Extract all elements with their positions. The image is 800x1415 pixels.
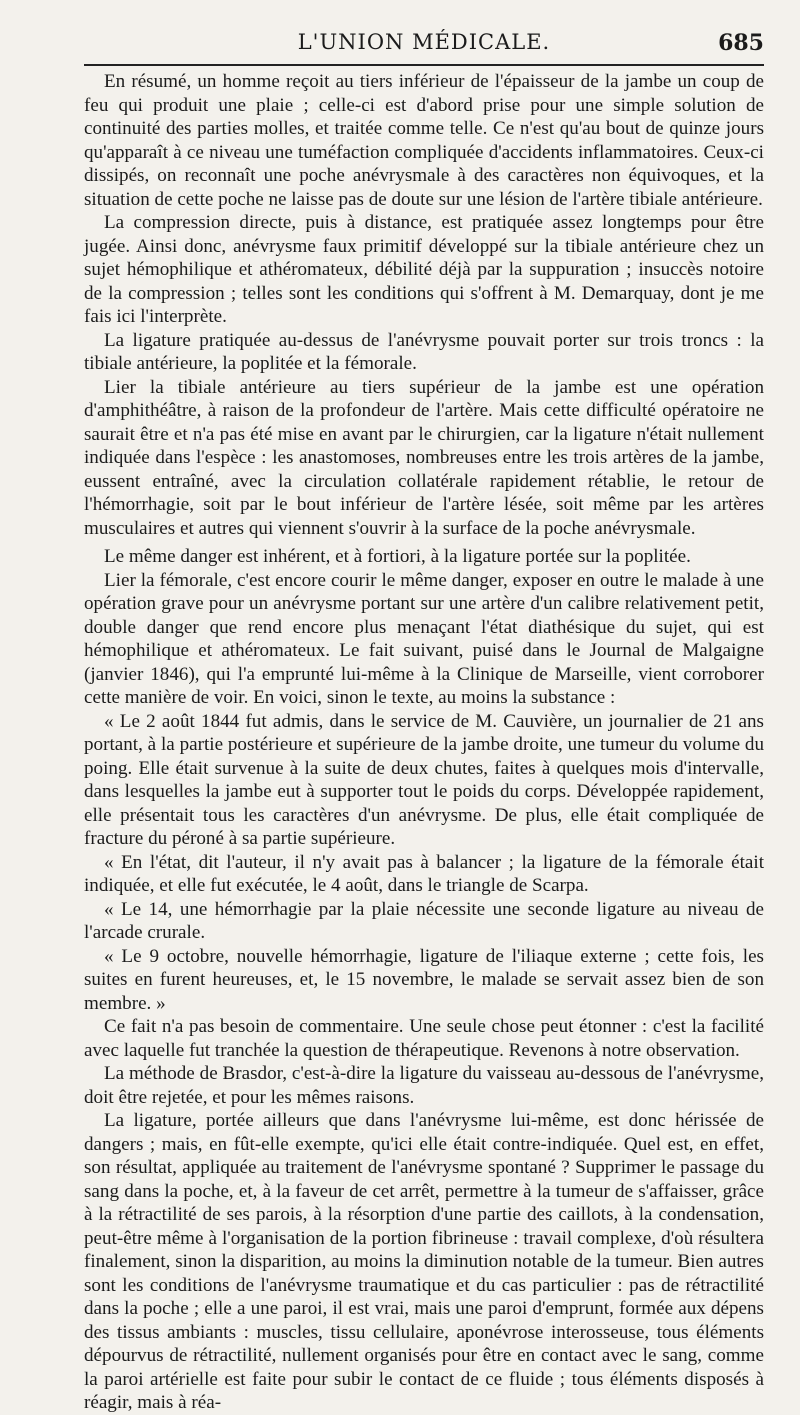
paragraph-ligature-dangers: La ligature, portée ailleurs que dans l'anévrysme lui-même, est donc hérissée de dangers ; mais, en fût-elle exempte, qu'ici elle était contre-indiquée. Quel est, en effet, son résultat, appliquée au traitement de l'anévrysme spontané ? Supprimer le passage du sang dans la poche, et, à la faveur de cet arrêt, permettre à la tumeur de s'affaisser, grâce à la rétractilité de ses parois, à la résorption d'une partie des caillots, à la condensation, peut-être même à l'organisation de la portion fibrineuse : travail complexe, d'où résultera finalement, sinon la disparition, au moins la diminution notable de la tumeur. Bien autres sont les conditions de l'anévrysme traumatique et du cas particulier : pas de rétractilité dans la poche ; elle a une paroi, il est vrai, mais une paroi d'emprunt, formée aux dépens des tissus ambiants : muscles, tissu cellulaire, aponévrose interosseuse, tous éléments dépourvus de rétractilité, nullement organisés pour être en contact avec le sang, comme la paroi artérielle est faite pour subir le contact de ce fluide ; tous éléments disposés à réagir, mais à réa-	[84, 1110, 764, 1413]
paragraph-case-outcome: « Le 9 octobre, nouvelle hémorrhagie, ligature de l'iliaque externe ; cette fois, les suites en furent heureuses, et, le 15 novembre, le malade se servait assez bien de son membre. »	[84, 945, 764, 1014]
paragraph-case-ligature: « En l'état, dit l'auteur, il n'y avait pas à balancer ; la ligature de la fémorale était indiquée, et elle fut exécutée, le 4 août, dans le triangle de Scarpa.	[84, 851, 764, 896]
paragraph-case-hemorrhage: « Le 14, une hémorrhagie par la plaie nécessite une seconde ligature au niveau de l'arcade crurale.	[84, 898, 764, 943]
paragraph-comment: Ce fait n'a pas besoin de commentaire. Une seule chose peut étonner : c'est la facilité avec laquelle fut tranchée la question de thérapeutique. Revenons à notre observation.	[84, 1016, 764, 1061]
paragraph-compression: La compression directe, puis à distance, est pratiquée assez longtemps pour être jugée. Ainsi donc, anévrysme faux primitif développé sur la tibiale antérieure chez un sujet hémophilique et athéromateux, débilité déjà par la suppuration ; insuccès notoire de la compression ; telles sont les conditions qui s'offrent à M. Demarquay, dont je me fais ici l'interprète.	[84, 212, 764, 327]
paragraph-femorale: Lier la fémorale, c'est encore courir le même danger, exposer en outre le malade à une opération grave pour un anévrysme portant sur une artère d'un calibre relativement petit, double danger que rend encore plus menaçant l'état diathésique du sujet, qui est hémophilique et athéromateux. Le fait suivant, puisé dans le Journal de Malgaigne (janvier 1846), qui l'a emprunté lui-même à la Clinique de Marseille, vient corroborer cette manière de voir. En voici, sinon le texte, au moins la substance :	[84, 569, 764, 708]
page-header	[84, 28, 764, 66]
paragraph-brasdor: La méthode de Brasdor, c'est-à-dire la ligature du vaisseau au-dessous de l'anévrysme, doit être rejetée, et pour les mêmes raisons.	[84, 1063, 764, 1108]
paragraph-case-admission: « Le 2 août 1844 fut admis, dans le service de M. Cauvière, un journalier de 21 ans portant, à la partie postérieure et supérieure de la jambe droite, une tumeur du volume du poing. Elle était survenue à la suite de deux chutes, faites à quelques mois d'intervalle, dans lesquelles la jambe eut à supporter tout le poids du corps. Développée rapidement, elle présentait tous les caractères d'un anévrysme. De plus, elle était compliquée de fracture du péroné à sa partie supérieure.	[84, 710, 764, 849]
body-text	[84, 70, 764, 1415]
paragraph-summary: En résumé, un homme reçoit au tiers inférieur de l'épaisseur de la jambe un coup de feu qui produit une plaie ; celle-ci est d'abord prise pour une simple solution de continuité des parties molles, et traitée comme telle. Ce n'est qu'au bout de quinze jours qu'apparaît à ce niveau une tuméfaction compliquée d'accidents inflammatoires. Ceux-ci dissipés, on reconnaît une poche anévrysmale à des caractères non équivoques, et la situation de cette poche ne laisse pas de doute sur une lésion de l'artère tibiale antérieure.	[84, 71, 764, 210]
running-title: L'UNION MÉDICALE.	[297, 30, 551, 54]
paragraph-tibiale: Lier la tibiale antérieure au tiers supérieur de la jambe est une opération d'amphithéâtre, à raison de la profondeur de l'artère. Mais cette difficulté opératoire ne saurait être et n'a pas été mise en avant par le chirurgien, car la ligature n'était nullement indiquée dans l'espèce : les anastomoses, nombreuses entre les trois artères de la jambe, eussent entraîné, avec la circulation collatérale rapidement rétablie, le retour de l'hémorrhagie, soit par le bout inférieur de l'artère lésée, soit même par les artères musculaires et autres qui viennent s'ouvrir à la surface de la poche anévrysmale.	[84, 376, 764, 539]
paragraph-ligature-options: La ligature pratiquée au-dessus de l'anévrysme pouvait porter sur trois troncs : la tibiale antérieure, la poplitée et la fémorale.	[84, 329, 764, 374]
page-number: 685	[718, 30, 764, 56]
paragraph-poplitee: Le même danger est inhérent, et à fortiori, à la ligature portée sur la poplitée.	[104, 546, 691, 567]
